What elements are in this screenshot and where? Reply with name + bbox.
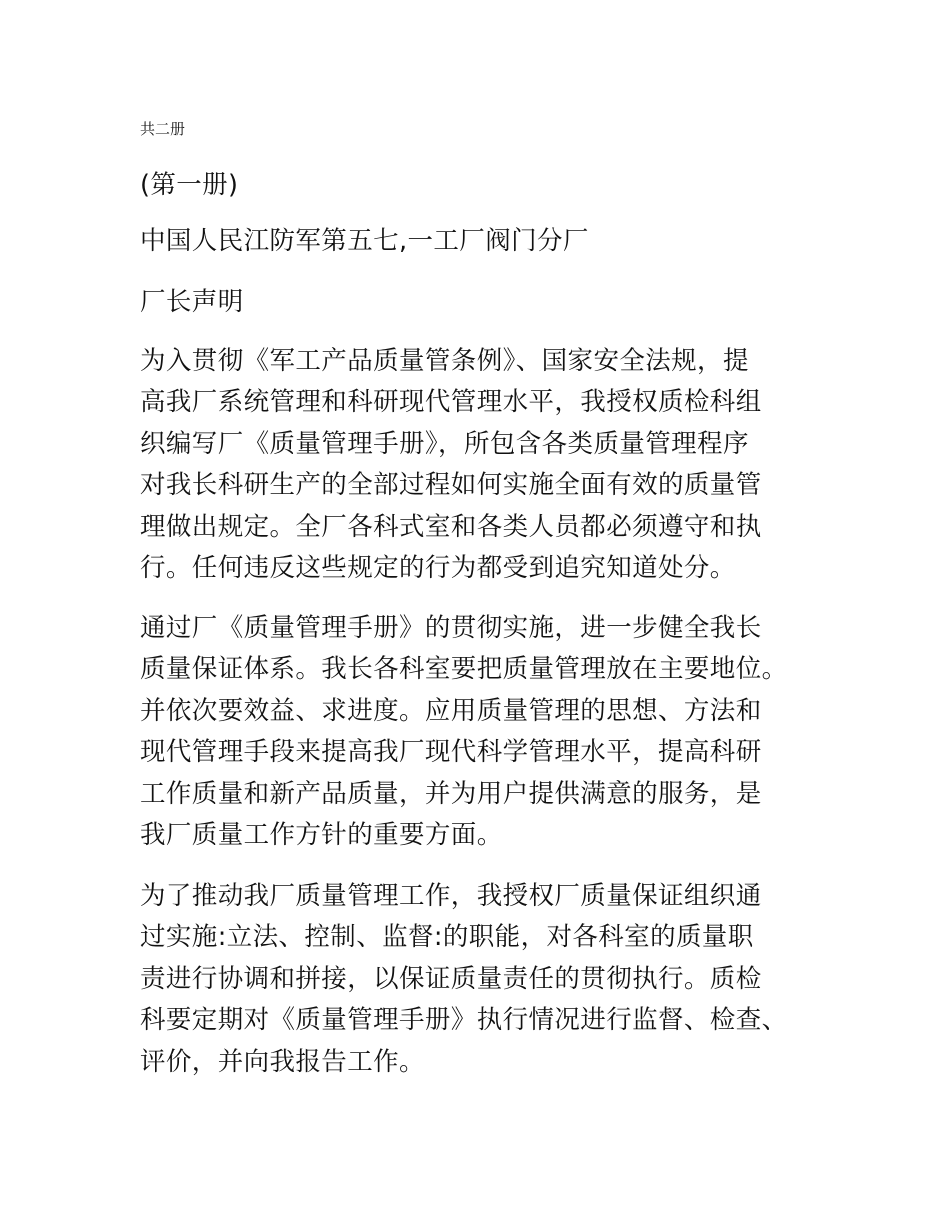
paragraph-line: 责进行协调和拼接，以保证质量责任的贯彻执行。质检 [140, 963, 762, 994]
paragraph-1 [140, 341, 762, 589]
paragraph-3 [140, 876, 788, 1083]
paragraph-line: 评价，并向我报告工作。 [140, 1046, 425, 1077]
organization-name: 中国人民江防军第五七,一工厂阀门分厂 [140, 226, 589, 256]
paragraph-line: 为了推动我厂质量管理工作，我授权厂质量保证组织通 [140, 881, 762, 911]
paragraph-2 [140, 608, 788, 856]
paragraph-line: 并依次要效益、求进度。应用质量管理的思想、方法和 [140, 695, 762, 726]
paragraph-line: 为入贯彻《军工产品质量管条例》、国家安全法规，提 [140, 346, 749, 376]
paragraph-line: 质量保证体系。我长各科室要把质量管理放在主要地位。 [140, 654, 788, 685]
paragraph-line: 理做出规定。全厂各科式室和各类人员都必须遵守和执 [140, 511, 762, 542]
paragraph-line: 对我长科研生产的全部过程如何实施全面有效的质量管 [140, 470, 762, 501]
paragraph-line: 高我厂系统管理和科研现代管理水平，我授权质检科组 [140, 387, 762, 418]
paragraph-line: 科要定期对《质量管理手册》执行情况进行监督、检查、 [140, 1005, 788, 1036]
paragraph-line: 现代管理手段来提高我厂现代科学管理水平，提高科研 [140, 737, 762, 768]
paragraph-line: 我厂质量工作方针的重要方面。 [140, 819, 503, 850]
paragraph-line: 行。任何违反这些规定的行为都受到追究知道处分。 [140, 552, 736, 583]
section-title: 厂长声明 [140, 287, 244, 317]
paragraph-line: 工作质量和新产品质量，并为用户提供满意的服务，是 [140, 778, 762, 809]
volume-number: (第一册) [140, 170, 239, 200]
volume-count: 共二册 [140, 120, 186, 138]
paragraph-line: 织编写厂《质量管理手册》，所包含各类质量管理程序 [140, 428, 749, 459]
paragraph-line: 过实施:立法、控制、监督:的职能，对各科室的质量职 [140, 922, 754, 953]
paragraph-line: 通过厂《质量管理手册》的贯彻实施，进一步健全我长 [140, 613, 762, 643]
